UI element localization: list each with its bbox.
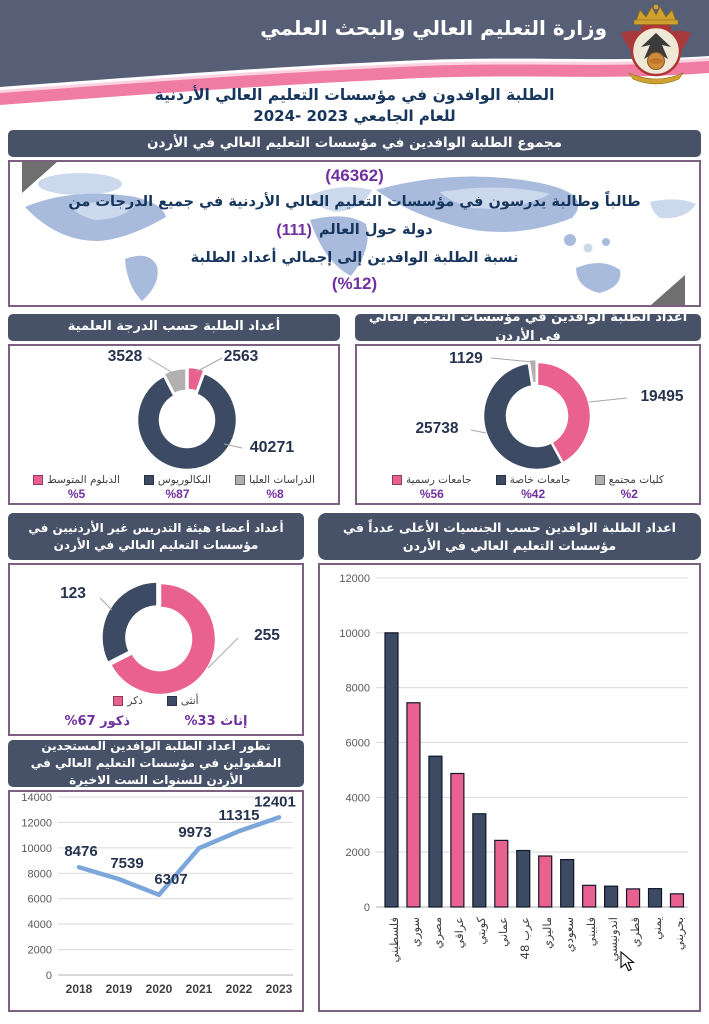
faculty-chart-box: [8, 563, 304, 736]
data-point-label: 8476: [64, 843, 98, 861]
y-tick-label: 14000: [21, 792, 52, 804]
summary-line3: نسبة الطلبة الوافدين إلى إجمالي أعداد الطلبة: [190, 250, 519, 266]
legend-percentage: %5: [67, 487, 86, 501]
leader-line: [100, 598, 112, 610]
bar: [495, 840, 508, 907]
data-point-label: 6307: [154, 870, 188, 888]
trend-line-chart: [10, 792, 300, 1010]
bar: [649, 889, 662, 907]
y-tick-label: 6000: [345, 737, 370, 750]
bar: [407, 703, 420, 907]
mouse-cursor-icon: [620, 951, 635, 972]
slice-value-label: 2563: [223, 348, 259, 365]
y-tick-label: 0: [363, 902, 370, 914]
bar: [561, 860, 574, 907]
bar-category-text: عرب 48: [518, 917, 533, 960]
legend-percentage: %8: [266, 487, 284, 501]
data-point-label: 7539: [110, 855, 144, 873]
y-tick-label: 2000: [27, 944, 52, 957]
legend-label: الدبلوم المتوسط: [47, 474, 120, 486]
nationalities-panel-header: اعداد الطلبة الوافدين حسب الجنسيات الأعلى عدداً في مؤسسات التعليم العالي في الأردن: [318, 513, 701, 560]
legend-item: [113, 695, 142, 707]
legend-label: البكالوريوس: [157, 474, 212, 486]
legend-item: [392, 474, 472, 501]
legend-label: أنثى: [180, 695, 199, 707]
institutions-chart-box: [355, 344, 701, 505]
legend-marker: [144, 475, 154, 485]
leader-line: [491, 358, 533, 362]
bar: [517, 851, 530, 907]
slice-value-label: 40271: [249, 439, 295, 456]
slice-value-label: 1129: [449, 350, 483, 367]
chart-legend: [10, 695, 302, 707]
legend-marker: [113, 696, 123, 706]
y-tick-label: 0: [45, 970, 52, 982]
y-tick-label: 2000: [345, 847, 370, 860]
chart-legend: [10, 474, 338, 501]
x-tick-label: 2023: [265, 982, 293, 996]
legend-item: [144, 474, 211, 501]
x-tick-label: 2021: [185, 982, 213, 996]
bar-category-text: عماني: [496, 917, 511, 947]
x-tick-label: 2022: [225, 982, 253, 996]
bar-category-text: سعودي: [562, 917, 577, 953]
y-tick-label: 6000: [27, 893, 52, 906]
legend-label: كليات مجتمع: [608, 474, 664, 486]
x-tick-label: 2019: [105, 982, 133, 996]
legend-marker: [167, 696, 177, 706]
x-tick-label: 2018: [65, 982, 93, 996]
legend-marker: [595, 475, 605, 485]
females-percentage: %33 إناث: [184, 714, 248, 729]
ratio-value: (%12): [331, 274, 378, 293]
total-students-value: (46362): [325, 166, 384, 185]
y-tick-label: 4000: [345, 792, 370, 805]
legend-marker: [392, 475, 402, 485]
bar-category-text: بحريني: [671, 917, 686, 951]
legend-label: جامعات رسمية: [406, 474, 472, 486]
legend-label: الدراسات العليا: [249, 474, 315, 486]
jordan-coat-of-arms: [613, 3, 699, 87]
bar-category-text: كويتي: [474, 917, 489, 945]
legend-marker: [235, 475, 245, 485]
slice-value-label: 123: [60, 585, 86, 602]
males-percentage: %67 ذكور: [64, 714, 131, 729]
bar: [539, 856, 552, 907]
legend-label: ذكر: [127, 695, 143, 707]
countries-count: (111): [276, 222, 312, 239]
slice-value-label: 19495: [640, 388, 684, 405]
bar: [385, 633, 398, 907]
faculty-panel-header: أعداد أعضاء هيئة التدريس غير الأردنيين في مؤسسات التعليم العالي في الأردن: [8, 513, 304, 560]
chart-legend: [357, 474, 699, 501]
legend-label: جامعات خاصة: [509, 474, 571, 486]
slice-value-label: 3528: [107, 348, 143, 365]
banner-title-line2: للعام الجامعي 2023 -2024: [253, 107, 456, 125]
faculty-percentages: [10, 714, 302, 729]
bar-category-text: فلبيني: [584, 917, 599, 947]
bar: [583, 885, 596, 907]
bar-category-text: فلسطيني: [386, 917, 401, 963]
y-tick-label: 12000: [339, 573, 370, 585]
summary-section-header: مجموع الطلبة الوافدين في مؤسسات التعليم العالي في الأردن: [8, 130, 701, 157]
legend-item: [595, 474, 664, 501]
bar: [473, 814, 486, 907]
degrees-panel-header: أعداد الطلبة حسب الدرجة العلمية: [8, 314, 340, 341]
summary-line1: طالباً وطالبة يدرسون في مؤسسات التعليم العالي الأردنية في جميع الدرجات من: [68, 194, 641, 210]
institutions-panel-header: أعداد الطلبة الوافدين في مؤسسات التعليم العالي في الأردن: [355, 314, 701, 341]
leader-line: [589, 398, 627, 402]
degrees-chart-box: [8, 344, 340, 505]
legend-percentage: %42: [521, 487, 546, 501]
legend-item: [167, 695, 199, 707]
bar: [605, 886, 618, 907]
slice-value-label: 25738: [415, 420, 459, 437]
y-tick-label: 10000: [339, 627, 370, 640]
bar-category-text: قطري: [628, 917, 643, 948]
bar-category-text: اندونيسي: [606, 917, 621, 962]
legend-marker: [33, 475, 43, 485]
bar: [670, 894, 683, 907]
bar: [429, 756, 442, 907]
legend-item: [496, 474, 571, 501]
bar-category-text: عراقي: [452, 917, 467, 949]
trend-panel-header: تطور أعداد الطلبة الوافدين المستجدين المقبولين في مؤسسات التعليم العالي في الأردن للسنوات الست الاخيرة: [8, 740, 304, 787]
y-tick-label: 10000: [21, 842, 52, 855]
bar-category-text: ماليزي: [540, 917, 555, 949]
bar: [451, 773, 464, 907]
bar-category-text: سوري: [408, 917, 423, 948]
legend-percentage: %87: [165, 487, 190, 501]
banner-title-line1: الطلبة الوافدون في مؤسسات التعليم العالي الأردنية: [154, 86, 555, 104]
data-point-label: 11315: [218, 807, 260, 825]
legend-percentage: %56: [419, 487, 444, 501]
countries-label: دولة حول العالم: [318, 222, 433, 238]
bar-category-text: يمني: [650, 917, 665, 940]
x-tick-label: 2020: [145, 982, 173, 996]
slice-value-label: 255: [254, 627, 280, 644]
legend-item: [235, 474, 315, 501]
summary-countries-line: [10, 222, 699, 240]
y-tick-label: 8000: [27, 868, 52, 881]
y-tick-label: 4000: [27, 919, 52, 932]
data-point-label: 9973: [178, 824, 212, 842]
donut-slice: [101, 581, 157, 663]
legend-item: [33, 474, 120, 501]
ministry-title: وزارة التعليم العالي والبحث العلمي: [260, 16, 607, 40]
bar: [627, 889, 640, 907]
summary-box: [8, 160, 701, 307]
y-tick-label: 8000: [345, 682, 370, 695]
y-tick-label: 12000: [21, 817, 52, 830]
legend-percentage: %2: [620, 487, 638, 501]
nationalities-chart-box: [318, 563, 701, 1012]
data-point-label: 12401: [254, 793, 296, 811]
trend-chart-box: [8, 790, 304, 1012]
bar-category-text: مصري: [430, 917, 445, 949]
legend-marker: [496, 475, 506, 485]
